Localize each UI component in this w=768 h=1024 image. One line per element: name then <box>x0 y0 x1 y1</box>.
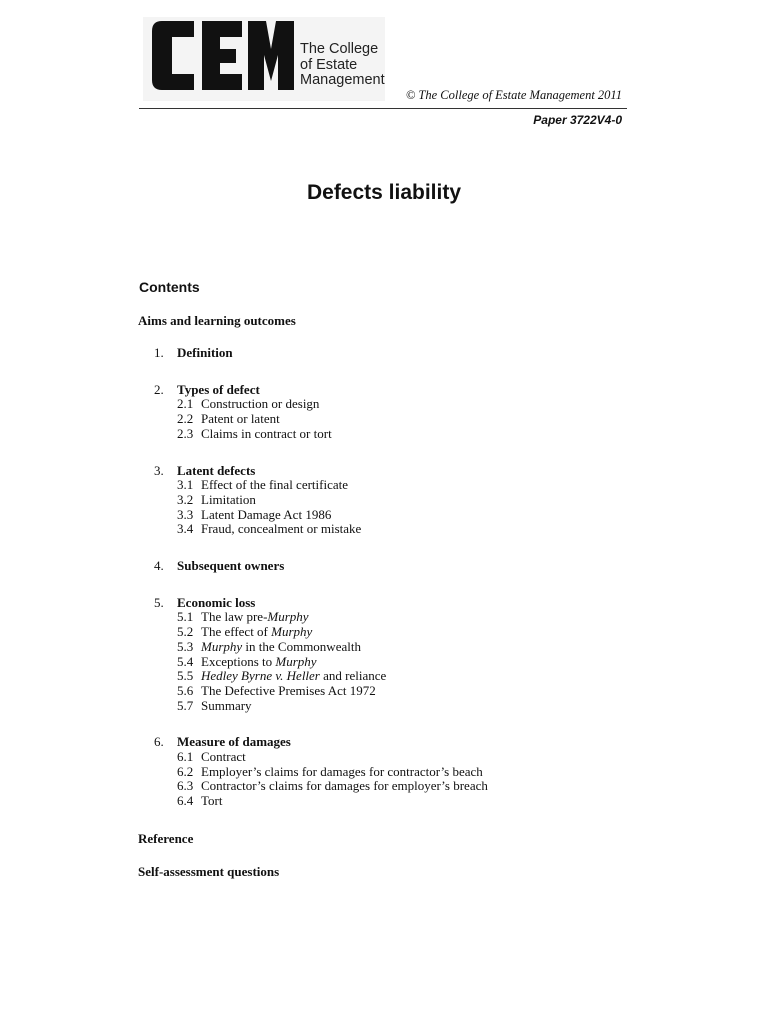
subsection-entry <box>177 624 312 639</box>
subsection-text: Hedley Byrne v. Heller <box>201 668 320 684</box>
subsection-number: 5.7 <box>177 697 194 713</box>
subsection-text: Latent Damage Act 1986 <box>201 506 332 522</box>
paper-reference: Paper 3722V4-0 <box>533 113 622 127</box>
subsection-entry <box>177 793 222 808</box>
logo-wordmark <box>300 42 385 89</box>
subsection-text: Effect of the final certificate <box>201 477 349 493</box>
subsection-entry <box>177 778 488 793</box>
logo-line-3: Management <box>300 72 385 88</box>
section-number: 6. <box>154 734 164 750</box>
subsection-number: 5.2 <box>177 624 194 640</box>
subsection-text: The law pre- <box>201 609 268 625</box>
subsection-text: Tort <box>201 793 223 809</box>
subsection-number: 6.3 <box>177 778 194 794</box>
subsection-text: The Defective Premises Act 1972 <box>201 682 376 698</box>
subsection-text: The effect of <box>201 624 272 640</box>
subsection-number: 2.3 <box>177 425 194 441</box>
section-title: Measure of damages <box>177 734 291 750</box>
subsection-number: 5.1 <box>177 609 194 625</box>
subsection-number: 3.3 <box>177 506 194 522</box>
section-number: 5. <box>154 594 164 610</box>
subsection-number: 6.1 <box>177 749 194 764</box>
contents-heading: Contents <box>139 279 200 295</box>
subsection-entry <box>177 477 348 492</box>
subsection-entry <box>177 639 361 654</box>
subsection-number: 6.2 <box>177 763 194 779</box>
subsection-text: Murphy <box>271 624 313 640</box>
subsection-entry <box>177 492 256 507</box>
subsection-text: Employer’s claims for damages for contractor’s beach <box>201 763 483 779</box>
subsection-entry <box>177 764 483 779</box>
subsection-text: Patent or latent <box>201 411 280 427</box>
subsection-entry <box>177 521 361 536</box>
subsection-text: and reliance <box>319 668 387 684</box>
section-number: 3. <box>154 462 164 478</box>
section-title: Definition <box>177 345 233 360</box>
subsection-text: in the Commonwealth <box>242 638 361 654</box>
subsection-number: 3.1 <box>177 477 194 493</box>
subsection-number: 3.2 <box>177 491 194 507</box>
subsection-number: 5.3 <box>177 638 194 654</box>
section-title: Latent defects <box>177 462 256 478</box>
subsection-text: Contractor’s claims for damages for employer’s breach <box>201 778 488 794</box>
section-title: Types of defect <box>177 381 260 397</box>
subsection-text: Exceptions to <box>201 653 276 669</box>
self-assessment-label: Self-assessment questions <box>138 864 280 879</box>
subsection-entry <box>177 698 252 713</box>
subsection-text: Claims in contract or tort <box>201 425 332 441</box>
document-title: Defects liability <box>306 181 462 204</box>
subsection-entry <box>177 654 317 669</box>
subsection-text: Fraud, concealment or mistake <box>201 521 362 537</box>
subsection-entry <box>177 426 332 441</box>
subsection-number: 3.4 <box>177 521 194 537</box>
subsection-entry <box>177 749 246 764</box>
section-title: Subsequent owners <box>177 558 285 573</box>
subsection-entry <box>177 683 376 698</box>
section-number: 1. <box>154 345 164 360</box>
subsection-number: 5.5 <box>177 668 194 684</box>
header-rule <box>139 108 627 109</box>
subsection-entry <box>177 396 319 411</box>
subsection-entry <box>177 411 280 426</box>
subsection-number: 6.4 <box>177 793 194 809</box>
subsection-text: Construction or design <box>201 396 320 412</box>
section-number: 4. <box>154 558 164 573</box>
subsection-text: Murphy <box>201 638 243 654</box>
subsection-number: 2.1 <box>177 396 194 412</box>
subsection-number: 2.2 <box>177 411 194 427</box>
section-number: 2. <box>154 381 164 397</box>
logo-line-1: The College <box>300 41 379 57</box>
cem-logo <box>143 17 385 101</box>
subsection-text: Murphy <box>267 609 309 625</box>
logo-line-2: of Estate <box>300 56 358 73</box>
subsection-text: Limitation <box>201 491 256 507</box>
reference-label: Reference <box>138 831 194 846</box>
cem-logo-mark <box>152 21 294 93</box>
section-title: Economic loss <box>177 594 256 610</box>
subsection-entry <box>177 507 331 522</box>
subsection-number: 5.6 <box>177 682 194 698</box>
subsection-text: Contract <box>201 749 246 764</box>
subsection-entry <box>177 609 309 624</box>
subsection-text: Summary <box>201 697 252 713</box>
subsection-entry <box>177 668 386 683</box>
subsection-number: 5.4 <box>177 653 194 669</box>
subsection-text: Murphy <box>275 653 317 669</box>
aims-label: Aims and learning outcomes <box>138 313 296 328</box>
copyright-notice: © The College of Estate Management 2011 <box>405 88 622 102</box>
